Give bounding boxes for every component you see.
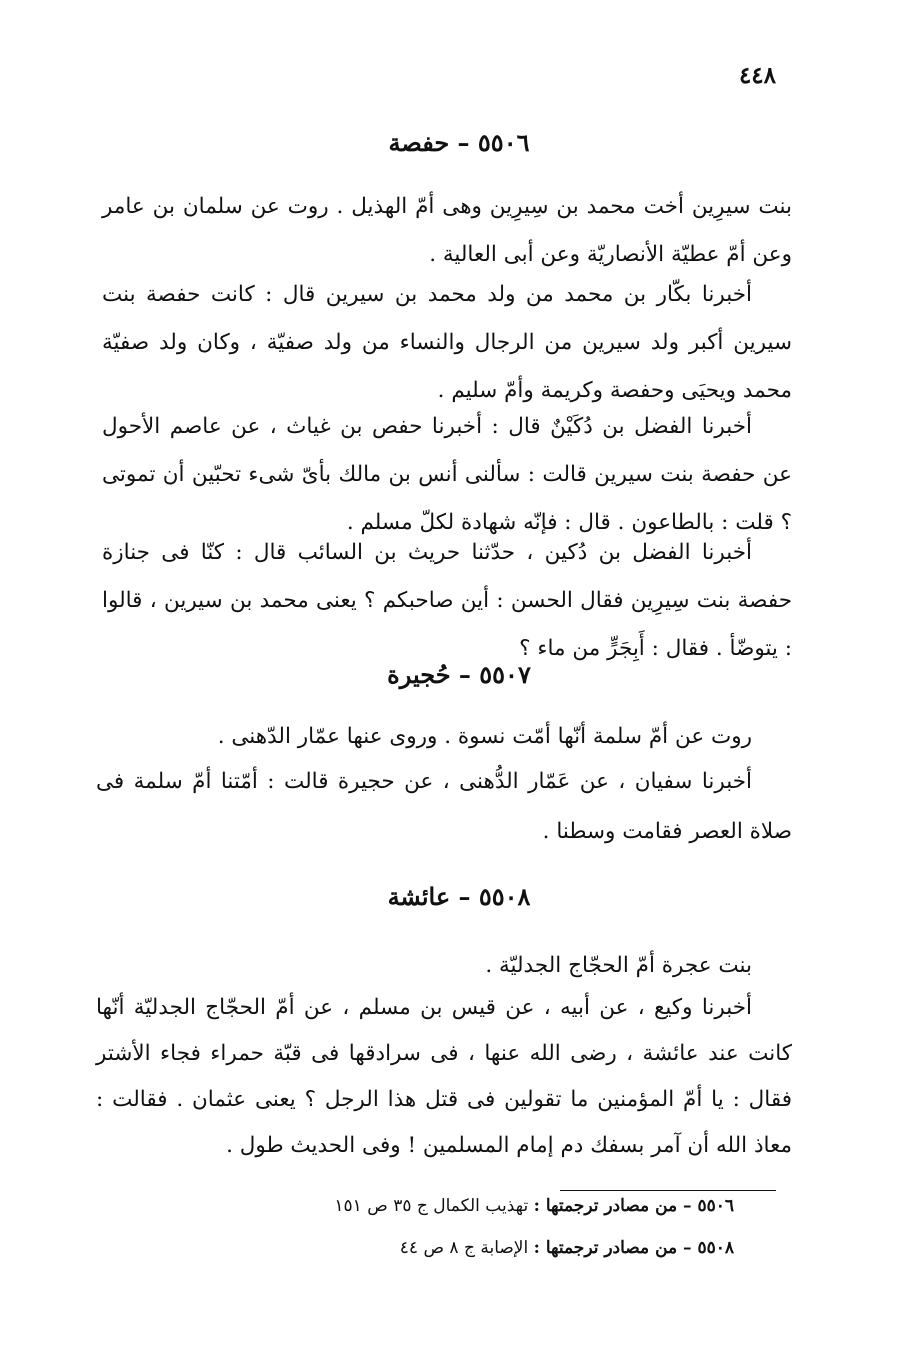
footnote-text: الإصابة ج ٨ ص ٤٤: [399, 1238, 529, 1258]
footnote-prefix: ٥٥٠٨ – من مصادر ترجمتها :: [533, 1238, 734, 1258]
footnote-5508: [400, 1238, 734, 1258]
paragraph: بنت سيرِين أخت محمد بن سِيرِين وهى أمّ الهذيل . روت عن سلمان بن عامر وعن أمّ عطيّة الأنصاريّة وعن أبى العالية .: [102, 194, 792, 267]
paragraph: أخبرنا سفيان ، عن عَمّار الدُّهنى ، عن حجيرة قالت : أمّتنا أمّ سلمة فى صلاة العصر فقامت وسطنا .: [96, 769, 792, 844]
entry-heading-5508: [0, 882, 918, 911]
entry-number: ٥٥٠٨: [478, 882, 531, 911]
entry-heading-5507: [0, 660, 918, 689]
entry-dash: –: [458, 882, 471, 911]
entry-name: حفصة: [388, 128, 450, 157]
paragraph: أخبرنا الفضل بن دُكَيْنٌ قال : أخبرنا حفص بن غياث ، عن عاصم الأحول عن حفصة بنت سيرين قالت : سألنى أنس بن مالك بأىّ شىء تحبّين أن تموتى ؟ قلت : بالطاعون . قال : فإنّه شهادة لكلّ مسلم .: [102, 414, 792, 535]
entry-heading-5506: [0, 128, 918, 157]
entry-number: ٥٥٠٦: [477, 128, 530, 157]
entry-dash: –: [458, 660, 471, 689]
entry-name: عائشة: [387, 882, 451, 911]
paragraph: روت عن أمّ سلمة أنّها أمّت نسوة . وروى عنها عمّار الدّهنى .: [217, 724, 752, 749]
paragraph: أخبرنا بكّار بن محمد من ولد محمد بن سيرين قال : كانت حفصة بنت سيرين أكبر ولد سيرين من الرجال والنساء من ولد صفيّة ، وكان ولد صفيّة محمد ويحيَى وحفصة وكريمة وأمّ سليم .: [102, 282, 792, 403]
footnote-divider: [560, 1190, 776, 1191]
entry-name: حُجيرة: [387, 660, 451, 689]
footnote-text: تهذيب الكمال ج ٣٥ ص ١٥١: [334, 1196, 529, 1216]
paragraph: بنت عجرة أمّ الحجّاج الجدليّة .: [485, 953, 752, 978]
footnote-prefix: ٥٥٠٦ – من مصادر ترجمتها :: [533, 1196, 734, 1216]
entry-number: ٥٥٠٧: [479, 660, 531, 689]
paragraph: أخبرنا وكيع ، عن أبيه ، عن قيس بن مسلم ، عن أمّ الحجّاج الجدليّة أنّها كانت عند عائشة ، رضى الله عنها ، فى سرادقها فى قبّة حمراء فجاء الأشتر فقال : يا أمّ المؤمنين ما تقولين فى قتل هذا الرجل ؟ يعنى عثمان . فقالت : معاذ الله أن آمر بسفك دم إمام المسلمين ! وفى الحديث طول .: [96, 995, 792, 1158]
paragraph: أخبرنا الفضل بن دُكين ، حدّثنا حريث بن السائب قال : كنّا فى جنازة حفصة بنت سِيرِين فقال الحسن : أين صاحبكم ؟ يعنى محمد بن سيرين ، قالوا : يتوضّأ . فقال : أَبِجَرٍّ من ماء ؟: [102, 540, 792, 661]
entry-dash: –: [457, 128, 470, 157]
footnote-5506: [334, 1196, 734, 1216]
page-number: ٤٤٨: [738, 62, 776, 89]
